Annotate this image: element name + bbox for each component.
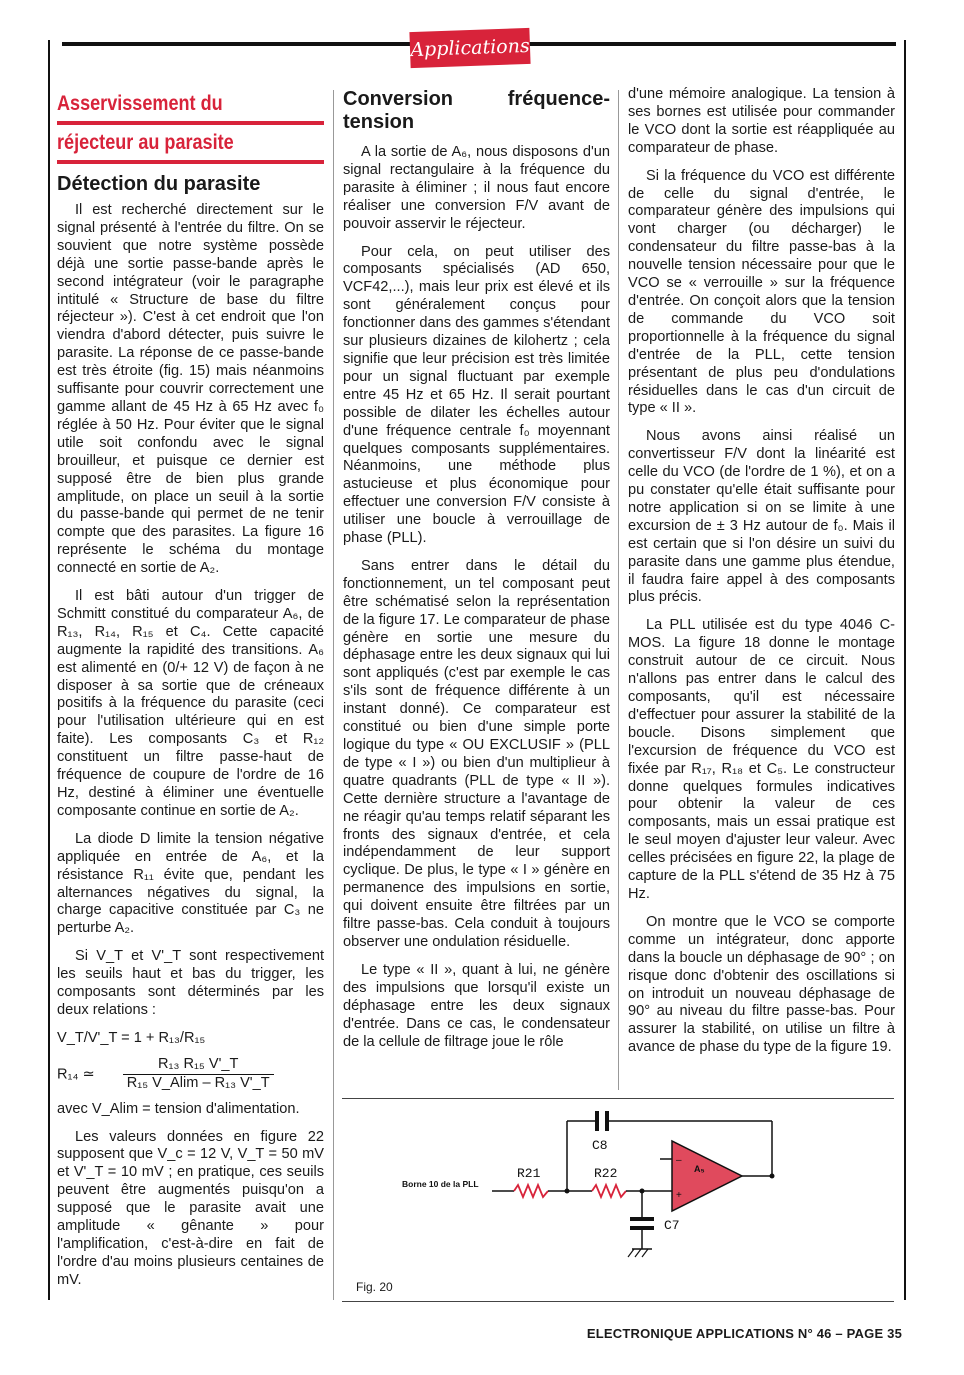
column-divider — [618, 90, 619, 1090]
paragraph: On montre que le VCO se comporte comme un intégrateur, donc apporte dans la boucle un déphasage de 90° ; on risque donc d'obtenir des oscillations si on introduit un nouveau déphasage de 90° au niveau du filtre passe-bas. Pour assurer la stabilité, on utilise un filtre à avance de phase du type de la figure 19. — [628, 913, 895, 1056]
paragraph: Le type « II », quant à lui, ne génère des impulsions que lorsqu'il existe un déphasage entre les deux signaux d'entrée. Dans ce cas, le condensateur de la cellule de filtrage joue le rôle — [343, 961, 610, 1050]
formula-1: V_T/V'_T = 1 + R₁₃/R₁₅ — [57, 1029, 206, 1046]
paragraph: Il est bâti autour d'un trigger de Schmitt constitué du comparateur A₆, de R₁₃, R₁₄, R₁₅ et C₄. Cette capacité augmente la rapidité des transitions. A₆ est alimenté en (0/+ 12 V) de façon à ne disposer à sa sortie que de créneaux positifs à la fréquence du parasite (ceci pour l'utilisation ultérieure qui en est faite). Les composants C₃ et R₁₂ constituent un filtre passe-haut de fréquence de coupure de l'ordre de 16 Hz, destiné à éliminer une éventuelle composante continue en sortie de A₂. — [57, 588, 324, 819]
column-divider — [333, 90, 334, 1300]
paragraph: Il est recherché directement sur le signal présenté à l'entrée du filtre. On se souvient que notre système possède déjà une sortie passe-bande après le second intégrateur (voir le paragraphe intitulé « Structure de base du filtre réjecteur »). C'est à cet endroit que l'on viendra d'abord détecter, puis suivre le parasite. La réponse de ce passe-bande est très étroite (fig. 15) mais néanmoins suffisante pour couvrir correctement une gamme allant de 45 Hz à 65 Hz avec f₀ réglée à 50 Hz. Pour éviter que le signal utile soit confondu avec le signal brouilleur, et puisque ce dernier est supposé être de bien plus grande amplitude, on place un seuil à la sortie du passe-bande qui permet de ne tenir compte que des parasites. La figure 16 représente le schéma du montage connecté en sortie de A₂. — [57, 202, 324, 577]
c8-label: C8 — [592, 1138, 608, 1153]
column-2 — [343, 88, 610, 1061]
c7-plate — [630, 1217, 654, 1221]
paragraph: Nous avons ainsi réalisé un convertisseur F/V dont la linéarité est celle du VCO (de l'ordre de 1 %), et on a pu constater qu'elle était suffisante pour notre application si on se limite à une excursion de ± 3 Hz autour de f₀. Mais il est certain que si l'on désire un suivi du parasite dans une gamme plus étendue, il faudra faire appel à des composants plus précis. — [628, 428, 895, 606]
formula-2-denominator: R₁₅ V_Alim – R₁₃ V'_T — [126, 1074, 270, 1091]
column-1 — [57, 88, 324, 1300]
c7-label: C7 — [664, 1218, 680, 1233]
figure-label: Fig. 20 — [356, 1280, 393, 1294]
paragraph: d'une mémoire analogique. La tension à ses bornes est utilisée pour commander le VCO dont la sortie est réappliquée au comparateur de phase. — [628, 86, 895, 156]
paragraph: La PLL utilisée est du type 4046 C-MOS. La figure 18 donne le montage construit autour de ce circuit. Nous n'allons pas entrer dans le calcul des composants, qu'il est nécessaire d'effectuer pour assurer la stabilité de la boucle. Disons simplement que l'excursion de fréquence du VCO est fixée par R₁₇, R₁₈ et C₅. Le constructeur donne quelques formules indicatives pour obtenir la valeur de ces composants, mais un essai pratique est le seul moyen d'ajuster leur valeur. Avec celles précisées en figure 22, la plage de capture de la PLL s'étend de 35 Hz à 75 Hz. — [628, 617, 895, 902]
formula-2 — [57, 1056, 324, 1093]
amplifier-a5 — [672, 1141, 742, 1211]
paragraph: A la sortie de A₆, nous disposons d'un signal rectangulaire à la fréquence du parasite à éliminer ; il nous faut encore réaliser une conversion F/V avant de pouvoir asservir le réjecteur. — [343, 144, 610, 232]
page-footer: ELECTRONIQUE APPLICATIONS N° 46 – PAGE 35 — [586, 1326, 902, 1341]
figure-20 — [342, 1098, 894, 1302]
paragraph: Sans entrer dans le détail du fonctionnement, un tel composant peut être schématisé selon la représentation de la figure 17. Le comparateur de phase génère en sortie une mesure du déphasage entre les deux signaux qui lui sont appliqués (c'est par exemple le cas s'ils sont de fréquence différente à un instant donné). Ce comparateur est constitué ou bien d'une simple porte logique du type « OU EXCLUSIF » (PLL de type « I ») ou bien d'un multiplieur à quatre quadrants (PLL de type « II »). Cette dernière structure a l'avantage de ne réagir qu'au temps relatif séparant les fronts des signaux d'entrée, et cela indépendamment de leur support cyclique. De plus, le type « I » génère en permanence des impulsions en sortie, qui doivent ensuite être filtrées par un filtre passe-bas. Cela conduit à toujours observer une ondulation résiduelle. — [343, 557, 610, 950]
input-label: Borne 10 de la PLL — [402, 1179, 479, 1189]
column-3 — [628, 86, 895, 1067]
title-underline — [57, 160, 324, 164]
c8-plate — [595, 1111, 599, 1131]
formula-2-numerator: R₁₃ R₁₅ V'_T — [123, 1056, 274, 1075]
subsection-title: Conversion fréquence-tension — [343, 88, 610, 133]
right-rule — [904, 40, 906, 1300]
formula-2-fraction — [123, 1056, 274, 1093]
section-title-line2: réjecteur au parasite — [57, 131, 234, 154]
c8-plate — [605, 1111, 609, 1131]
r22-label: R22 — [594, 1166, 618, 1181]
paragraph: Les valeurs données en figure 22 supposent que V_c = 12 V, V_T = 50 mV et V'_T = 10 mV ; en pratique, ces seuils peuvent être augmentés puisqu'on a supposé que le parasite avait une amplitude « gênante » pour l'amplification, c'est-à-dire en fait de l'ordre d'au moins plusieurs centaines de mV. — [57, 1128, 324, 1288]
section-tag: Applications — [409, 28, 530, 68]
circuit-diagram — [342, 1099, 894, 1301]
amp-minus: – — [676, 1155, 682, 1166]
c7-plate — [630, 1226, 654, 1230]
r21-label: R21 — [517, 1166, 541, 1181]
section-title-line1: Asservissement du — [57, 92, 223, 115]
amp-plus: + — [676, 1190, 682, 1201]
left-rule — [48, 40, 50, 1300]
r21-resistor — [514, 1185, 548, 1197]
paragraph: Pour cela, on peut utiliser des composants spécialisés (AD 650, VCF42,...), mais leur prix est élevé et ils sont généralement conçus pour fonctionner dans des gammes s'étendant sur plusieurs dizaines de kilohertz ; cela signifie que leur précision est très limitée pour un signal fluctuant par exemple entre 45 Hz et 65 Hz. Il serait pourtant possible de dilater les échelles autour d'une fréquence centrale f₀ moyennant quelques composants supplémentaires. Néanmoins, une méthode plus astucieuse et plus économique pour effectuer une conversion F/V consiste à utiliser une boucle à verrouillage de phase (PLL). — [343, 243, 610, 547]
paragraph: La diode D limite la tension négative appliquée en entrée de A₆, et la résistance R₁₁ évite que, pendant les alternances négatives du signal, la charge capacitive constituée par C₃ ne perturbe A₂. — [57, 830, 324, 937]
r22-resistor — [592, 1185, 626, 1197]
title-underline — [57, 121, 324, 125]
formula-2-lhs: R₁₄ ≃ — [57, 1066, 95, 1083]
formula-3: avec V_Alim = tension d'alimentation. — [57, 1100, 300, 1117]
paragraph: Si V_T et V'_T sont respectivement les seuils haut et bas du trigger, les composants sont déterminés par les deux relations : — [57, 948, 324, 1018]
amp-label: A₅ — [694, 1164, 705, 1174]
subsection-title: Détection du parasite — [57, 173, 261, 195]
paragraph: Si la fréquence du VCO est différente de celle du signal d'entrée, le comparateur génère des impulsions qui vont charger (ou décharger) le condensateur du filtre passe-bas à la nouvelle tension nécessaire pour que le VCO se « verrouille » sur la fréquence d'entrée. On conçoit alors que la tension de commande du VCO soit proportionnelle à la fréquence du signal d'entrée de la PLL, cette tension présentant de plus peu d'ondulations résiduelles dans le cas d'un circuit de type « II ». — [628, 167, 895, 417]
